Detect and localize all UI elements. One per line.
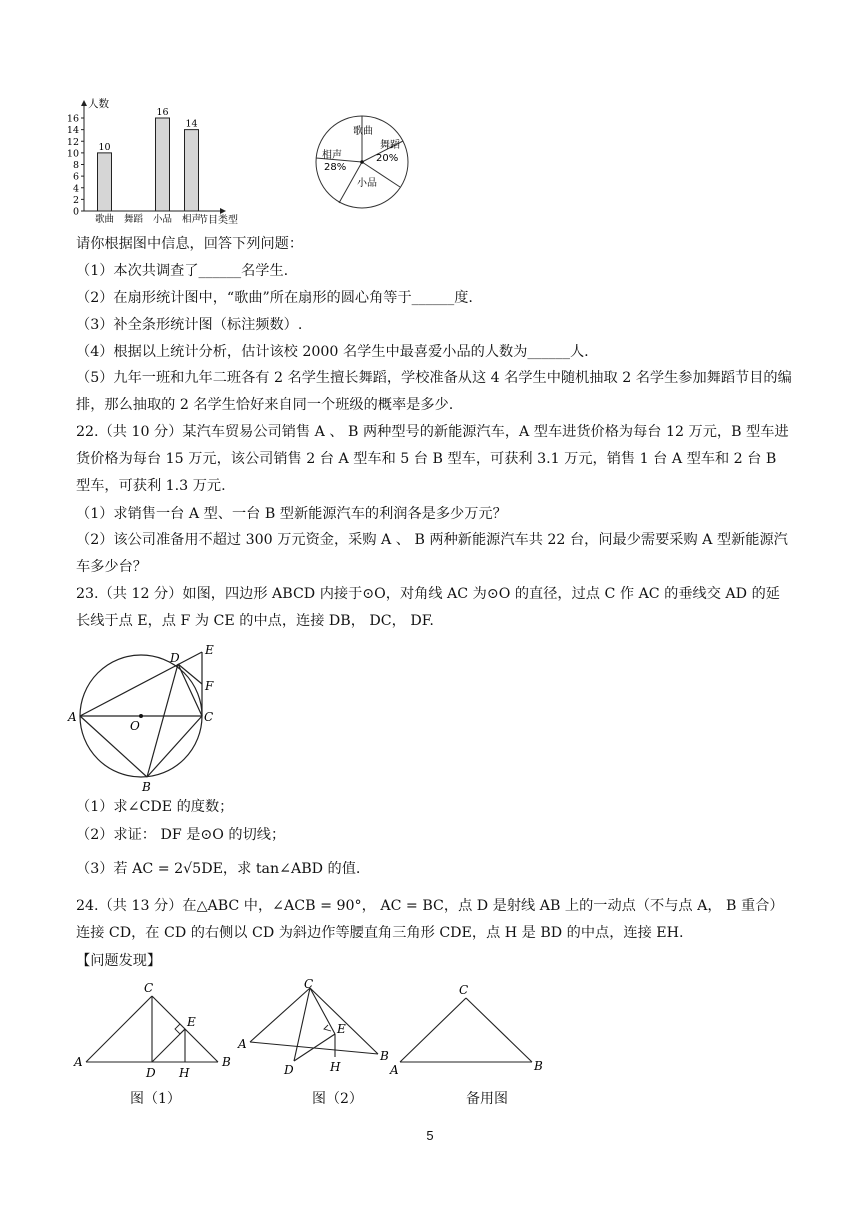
- pie-label-song: 歌曲: [353, 126, 373, 137]
- bar-chart-value-label: 14: [185, 118, 198, 130]
- q24-figure-2: [236, 978, 396, 1078]
- point-label-b: B: [142, 780, 151, 794]
- bar-chart-y-tick-label: 0: [72, 206, 79, 218]
- bar-chart-y-tick-label: 6: [72, 171, 79, 183]
- pie-label-crosstalk-pct: 28%: [324, 162, 347, 173]
- bar-chart-y-tick-label: 2: [72, 194, 79, 206]
- bar-chart-y-tick-label: 8: [72, 160, 79, 171]
- q23-geometry-figure: [66, 640, 226, 798]
- bar-chart-ylabel: 人数: [88, 98, 109, 110]
- bar-chart-y-tick-label: 16: [66, 113, 79, 125]
- point-label-d: D: [170, 651, 180, 665]
- q22-part2: （2）该公司准备用不超过 300 万元资金，采购 A 、 B 两种新能源汽车共 22 台，问最少需要采购 A 型新能源汽车多少台？: [76, 532, 788, 575]
- q21-part2: （2）在扇形统计图中，“歌曲”所在扇形的圆心角等于______度.: [76, 290, 473, 306]
- q24-section-heading: 【问题发现】: [76, 953, 162, 969]
- pie-label-crosstalk: 相声: [322, 150, 342, 161]
- bar-chart-tick-labels: [67, 114, 79, 218]
- bar-chart-bars: [98, 107, 199, 211]
- bar-chart-bar: [98, 153, 112, 211]
- pie-chart: [310, 110, 414, 214]
- backup-label-c: C: [459, 983, 469, 997]
- bar-chart-value-label: 16: [156, 107, 169, 118]
- pie-label-dance: 舞蹈: [380, 140, 400, 151]
- q21-part5: （5）九年一班和九年二班各有 2 名学生擅长舞蹈，学校准备从这 4 名学生中随机抽取 2 名学生参加舞蹈节目的编排，那么抽取的 2 名学生恰好来自同一个班级的概率是多少.: [76, 370, 792, 413]
- fig2-label-b: B: [380, 1049, 389, 1063]
- caption-figure-2: 图（2）: [312, 1091, 363, 1107]
- backup-label-a: A: [390, 1063, 399, 1077]
- q23-text: 23.（共 12 分）如图，四边形 ABCD 内接于⊙O，对角线 AC 为⊙O 的直径，过点 C 作 AC 的垂线交 AD 的延长线于点 E，点 F 为 CE 的中点，连接 DB， DC， DF.: [76, 586, 780, 629]
- bar-chart-xlabel: 节目类型: [198, 215, 238, 226]
- point-label-a: A: [68, 710, 77, 724]
- fig2-label-e: E: [337, 1022, 346, 1036]
- q22-part1: （1）求销售一台 A 型、一台 B 型新能源汽车的利润各是多少万元？: [76, 506, 507, 522]
- q21-part3: （3）补全条形统计图（标注频数）.: [76, 317, 303, 333]
- q24-backup-figure: [386, 978, 556, 1078]
- bar-chart-y-tick-label: 10: [66, 148, 79, 160]
- fig1-label-d: D: [146, 1066, 156, 1078]
- bar-chart-category-label: 舞蹈: [123, 214, 144, 225]
- bar-chart-y-tick-label: 4: [72, 183, 79, 195]
- fig2-label-h: H: [330, 1060, 341, 1074]
- q24-figure-1: [72, 978, 242, 1078]
- caption-backup-figure: 备用图: [466, 1091, 508, 1107]
- caption-figure-1: 图（1）: [130, 1091, 181, 1107]
- bar-chart-bar: [156, 118, 170, 211]
- fig1-label-e: E: [187, 1015, 196, 1029]
- bar-chart-y-tick-label: 12: [66, 136, 79, 148]
- fig1-label-h: H: [179, 1066, 190, 1078]
- pie-label-dance-pct: 20%: [376, 153, 399, 164]
- fig2-label-c: C: [304, 978, 314, 991]
- q24-text: 24.（共 13 分）在△ABC 中，∠ACB = 90°， AC = BC，点 D 是射线 AB 上的一动点（不与点 A， B 重合）连接 CD，在 CD 的右侧以 CD 为斜边作等腰直角三角形 CDE，点 H 是 BD 的中点，连接 EH.: [76, 898, 784, 941]
- page-number: 5: [426, 1128, 434, 1143]
- bar-chart-value-label: 10: [98, 141, 111, 153]
- fig2-label-d: D: [284, 1063, 294, 1077]
- pie-label-skit: 小品: [357, 178, 377, 189]
- bar-chart-category-label: 歌曲: [94, 214, 115, 225]
- bar-chart-bar: [185, 130, 199, 211]
- backup-label-b: B: [534, 1059, 543, 1073]
- fig1-label-b: B: [222, 1055, 231, 1069]
- q23-part2: （2）求证： DF 是⊙O 的切线；: [76, 827, 286, 843]
- q21-intro: 请你根据图中信息，回答下列问题：: [76, 236, 304, 252]
- q22-text: 22.（共 10 分）某汽车贸易公司销售 A 、 B 两种型号的新能源汽车，A 型车进货价格为每台 12 万元，B 型车进货价格为每台 15 万元，该公司销售 2 台 A 型车和 5 台 B 型车，可获利 3.1 万元，销售 1 台 A 型车和 2 台 B 型车，可获利 1.3 万元.: [76, 424, 789, 494]
- bar-chart-y-tick-label: 14: [66, 125, 79, 137]
- bar-chart: [60, 96, 260, 230]
- q23-part1: （1）求∠CDE 的度数；: [76, 799, 234, 815]
- point-label-o: O: [130, 719, 140, 733]
- point-label-f: F: [205, 679, 214, 693]
- point-label-c: C: [204, 710, 214, 724]
- q23-part3: （3）若 AC = 2√5DE，求 tan∠ABD 的值.: [76, 861, 361, 877]
- q21-part1: （1）本次共调查了______名学生.: [76, 263, 289, 279]
- bar-chart-category-label: 相声: [181, 214, 202, 225]
- point-label-e: E: [205, 643, 214, 657]
- bar-chart-categories: [95, 213, 201, 225]
- fig1-label-c: C: [144, 981, 154, 995]
- fig1-label-a: A: [74, 1055, 83, 1069]
- fig2-label-a: A: [238, 1037, 247, 1051]
- q21-part4: （4）根据以上统计分析，估计该校 2000 名学生中最喜爱小品的人数为______人.: [76, 344, 589, 360]
- bar-chart-category-label: 小品: [152, 214, 173, 225]
